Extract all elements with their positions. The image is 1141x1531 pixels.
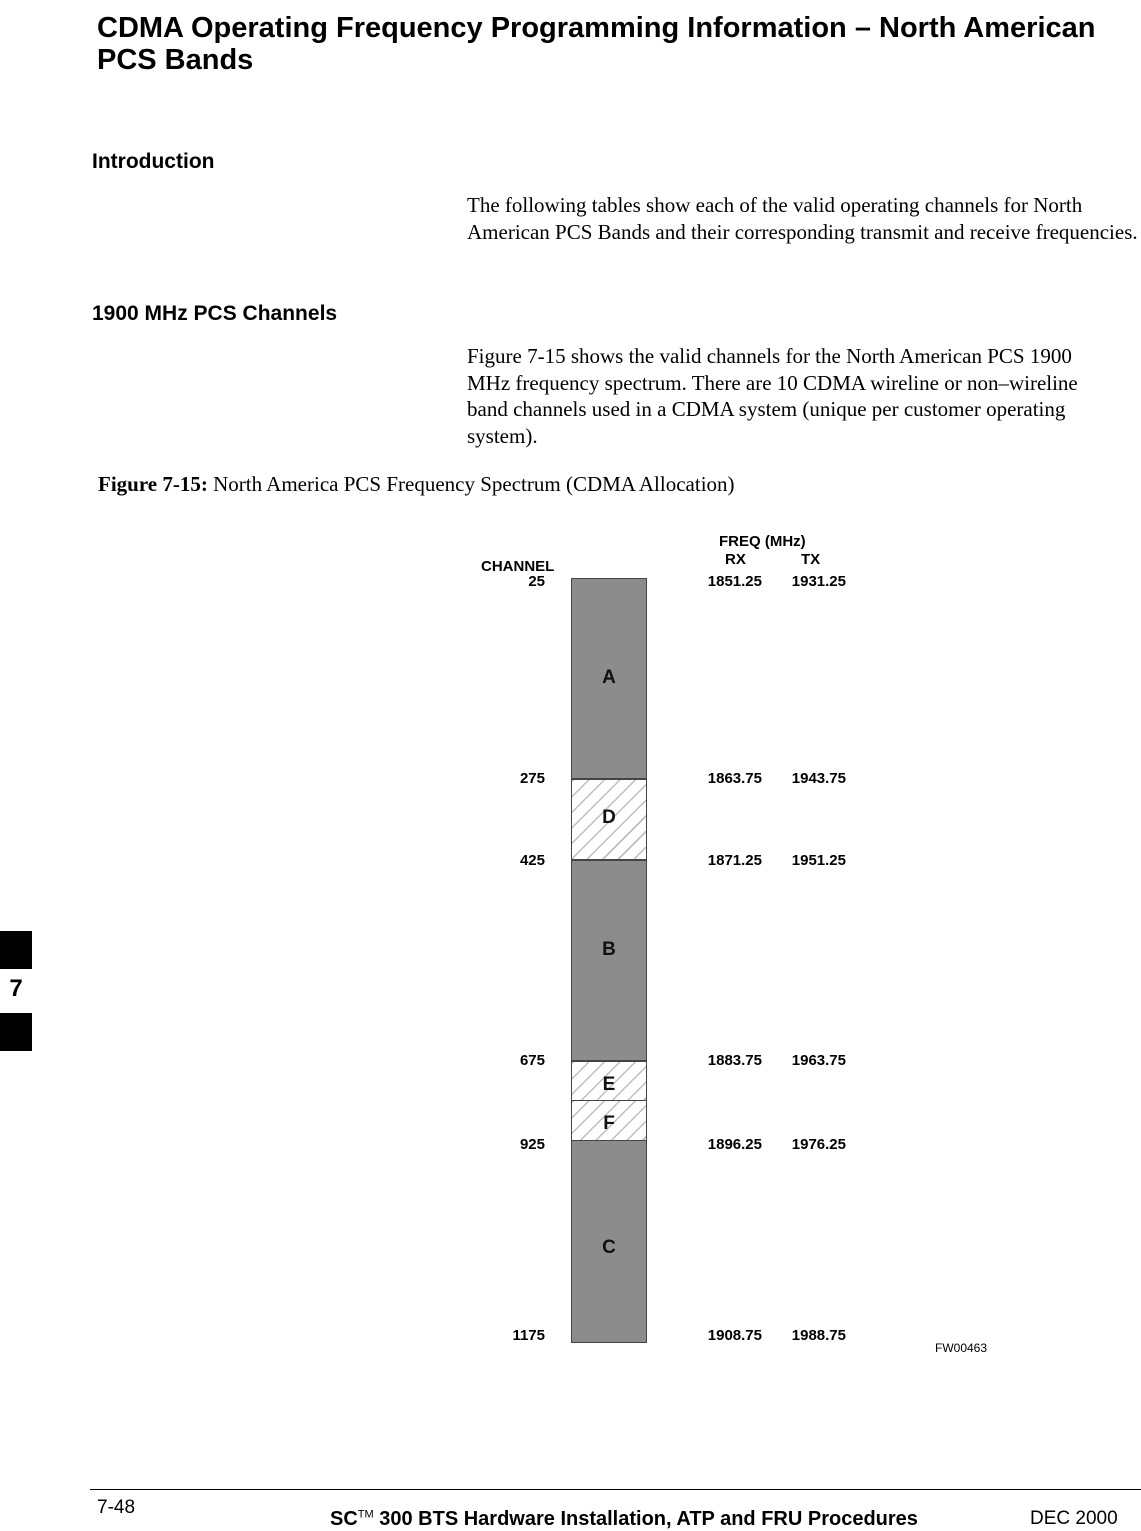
band-label: F (603, 1113, 615, 1134)
footer-divider (90, 1489, 1141, 1490)
introduction-paragraph: The following tables show each of the valid operating channels for North American PCS Bands and their corresponding transmit and receive frequencies. (467, 193, 1138, 244)
rx-frequency: 1863.75 (707, 770, 762, 787)
tx-frequency: 1963.75 (791, 1052, 846, 1069)
tx-header: TX (801, 551, 821, 568)
chapter-tab-number: 7 (9, 975, 23, 1002)
band-label: E (602, 1074, 616, 1095)
band-d (571, 779, 647, 860)
tx-frequency: 1988.75 (791, 1327, 846, 1344)
band-b (571, 860, 647, 1061)
rx-frequency: 1908.75 (707, 1327, 762, 1344)
band-c (571, 1140, 647, 1343)
channel-value: 425 (519, 852, 545, 869)
channel-value: 1175 (512, 1327, 545, 1344)
channel-value: 675 (519, 1052, 545, 1069)
band-label: D (602, 807, 616, 828)
channel-value: 25 (528, 573, 545, 590)
trademark-mark: TM (357, 1508, 374, 1521)
section-heading-pcs-channels: 1900 MHz PCS Channels (92, 302, 338, 325)
rx-frequency: 1896.25 (707, 1136, 762, 1153)
rx-frequency: 1883.75 (707, 1052, 762, 1069)
band-a (571, 578, 647, 779)
rx-header: RX (725, 551, 746, 568)
pcs-channels-paragraph: Figure 7-15 shows the valid channels for the North American PCS 1900 MHz frequency spectrum. There are 10 CDMA wireline or non–wireline band channels used in a CDMA system (unique per customer operating system). (467, 344, 1078, 448)
footer-title-prefix: SC (330, 1508, 358, 1530)
section-heading-introduction: Introduction (92, 150, 215, 173)
freq-header: FREQ (MHz) (719, 533, 806, 550)
figure-caption-text: North America PCS Frequency Spectrum (CDMA Allocation) (213, 472, 735, 496)
channel-header: CHANNEL (481, 558, 555, 575)
page-title: CDMA Operating Frequency Programming Information – North American PCS Bands (97, 12, 1096, 76)
footer-title (330, 1508, 918, 1531)
band-e (571, 1061, 647, 1101)
rx-frequency: 1851.25 (707, 573, 762, 590)
tx-frequency: 1976.25 (791, 1136, 846, 1153)
band-label: B (602, 939, 616, 960)
figure-caption (98, 472, 735, 497)
channel-value: 275 (519, 770, 545, 787)
figure-number: Figure 7-15: (98, 472, 208, 496)
band-f (571, 1100, 647, 1141)
tx-frequency: 1943.75 (791, 770, 846, 787)
footer-date: DEC 2000 (1030, 1508, 1118, 1529)
chapter-tab-marker-bottom (0, 1013, 32, 1051)
footer-title-suffix: 300 BTS Hardware Installation, ATP and FRU Procedures (379, 1508, 918, 1530)
tx-frequency: 1931.25 (791, 573, 846, 590)
figure-id: FW00463 (935, 1341, 988, 1355)
band-label: C (602, 1237, 616, 1258)
band-label: A (602, 667, 616, 688)
channel-value: 925 (519, 1136, 545, 1153)
page-number: 7-48 (97, 1497, 136, 1518)
chapter-tab-marker-top (0, 931, 32, 969)
rx-frequency: 1871.25 (707, 852, 762, 869)
tx-frequency: 1951.25 (791, 852, 846, 869)
